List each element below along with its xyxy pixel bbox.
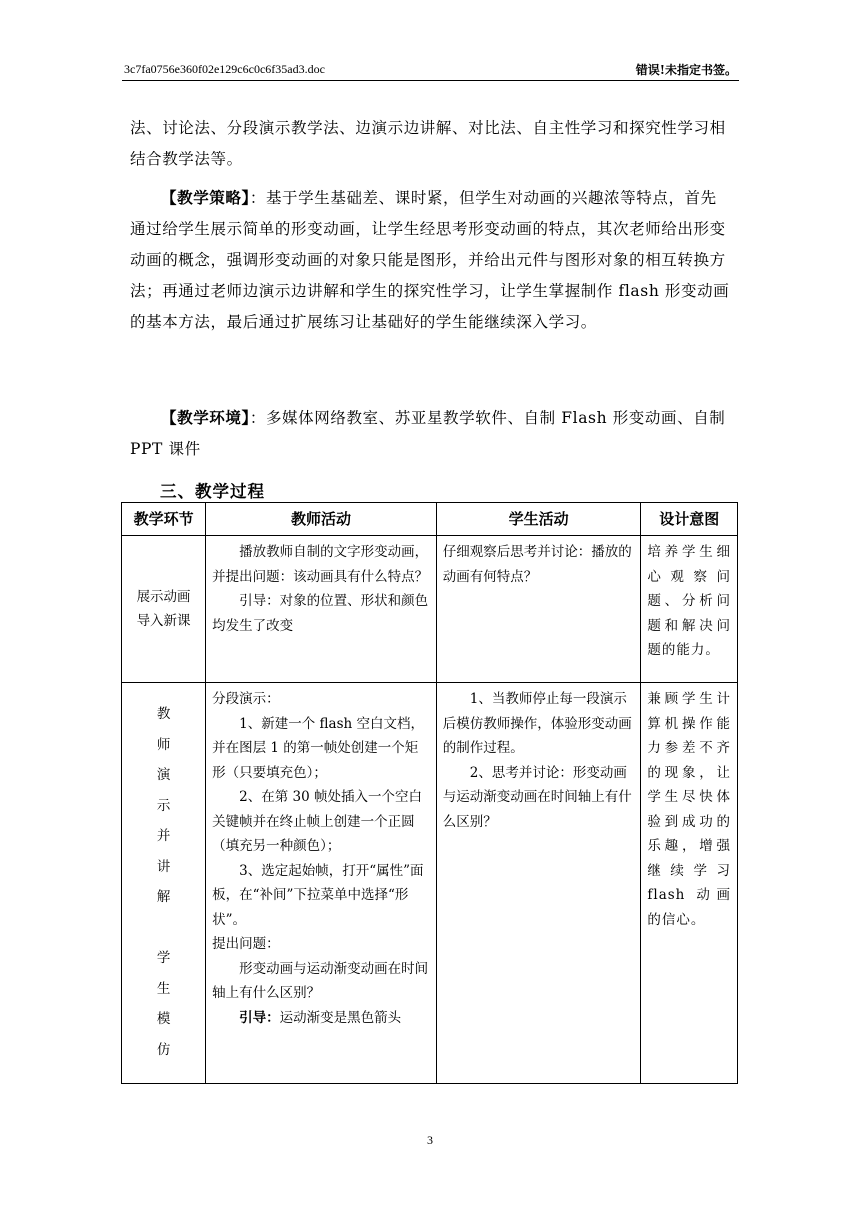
guide-text: 运动渐变是黑色箭头 — [279, 1009, 402, 1026]
table-row — [122, 683, 738, 1084]
student-text: 1、当教师停止每一段演示后模仿教师操作，体验形变动画的制作过程。 — [442, 691, 632, 756]
stage-char: 演 — [156, 767, 171, 783]
stage-char: 模 — [156, 1011, 171, 1027]
stage-cell-vertical — [122, 683, 206, 1084]
student-text: 2、思考并讨论：形变动画与运动渐变动画在时间轴上有什么区别？ — [442, 764, 632, 830]
bookmark-error-text: 错误!未指定书签。 — [635, 63, 737, 77]
teacher-text: 播放教师自制的文字形变动画，并提出问题：该动画具有什么特点？ — [212, 544, 429, 585]
table-header-row — [122, 503, 738, 536]
teacher-question-label: 提出问题： — [212, 936, 280, 952]
teacher-step: 3、选定起始帧，打开“属性”面板，在“补间”下拉菜单中选择“形状”。 — [212, 862, 424, 928]
student-cell — [436, 683, 641, 1084]
teacher-cell — [206, 683, 437, 1084]
stage-char: 解 — [156, 889, 171, 905]
strategy-text: ：基于学生基础差、课时紧，但学生对动画的兴趣浓等特点，首先通过给学生展示简单的形变动画，让学生经思考形变动画的特点，其次老师给出形变动画的概念，强调形变动画的对象只能是图形，并给出元件与图形对象的相互转换方法；再通过老师边演示边讲解和学生的探究性学习，让学生掌握制作 flash 形变动画的基本方法，最后通过扩展练习让基础好的学生能继续深入学习。 — [130, 189, 730, 331]
stage-char: 教 — [156, 706, 171, 722]
environment-paragraph — [130, 402, 730, 465]
methods-paragraph: 法、讨论法、分段演示教学法、边演示边讲解、对比法、自主性学习和探究性学习相结合教学法等。 — [130, 119, 726, 168]
stage-gap — [128, 913, 199, 944]
stage-char: 生 — [156, 980, 171, 997]
header-student: 学生活动 — [436, 503, 641, 536]
design-cell — [641, 536, 738, 683]
teacher-question: 形变动画与运动渐变动画在时间轴上有什么区别？ — [212, 960, 429, 1001]
guide-label: 引导： — [239, 1009, 280, 1026]
stage-char: 师 — [156, 736, 171, 753]
student-text: 仔细观察后思考并讨论：播放的动画有何特点？ — [442, 544, 632, 585]
header-teacher: 教师活动 — [206, 503, 437, 536]
header-stage: 教学环节 — [122, 503, 206, 536]
environment-label: 【教学环境】 — [161, 408, 250, 427]
stage-cell — [122, 536, 206, 683]
stage-char: 并 — [156, 828, 171, 844]
stage-char: 示 — [156, 797, 171, 814]
stage-char: 仿 — [156, 1041, 171, 1058]
teacher-guide — [212, 1006, 430, 1031]
teacher-step: 1、新建一个 flash 空白文档，并在图层 1 的第一帧处创建一个矩形（只要填充色）； — [212, 715, 424, 781]
page-header — [122, 58, 739, 81]
teacher-guide: 引导：对象的位置、形状和颜色均发生了改变 — [212, 593, 429, 634]
teacher-cell — [206, 536, 437, 683]
page-number: 3 — [427, 1133, 433, 1147]
stage-line: 导入新课 — [136, 613, 191, 629]
design-text: 培养学生细心观察问题、分析问题和解决问题的能力。 — [647, 544, 731, 658]
teacher-step: 2、在第 30 帧处插入一个空白关键帧并在终止帧上创建一个正圆（填充另一种颜色）； — [212, 789, 422, 854]
environment-text: ：多媒体网络教室、苏亚星教学软件、自制 Flash 形变动画、自制 PPT 课件 — [130, 409, 726, 458]
stage-line: 展示动画 — [136, 588, 191, 605]
header-design: 设计意图 — [641, 503, 738, 536]
stage-char: 讲 — [156, 858, 171, 875]
document-filename: 3c7fa0756e360f02e129c6c0c6f35ad3.doc — [124, 62, 325, 76]
teaching-process-table — [121, 502, 738, 1084]
student-cell — [436, 536, 641, 683]
strategy-label: 【教学策略】 — [161, 188, 250, 207]
section-title: 三、教学过程 — [160, 482, 265, 501]
design-cell — [641, 683, 738, 1084]
stage-char: 学 — [156, 950, 171, 966]
design-text: 兼顾学生计算机操作能力参差不齐的现象，让学生尽快体验到成功的乐趣，增强继续学习 flash 动画的信心。 — [647, 691, 731, 928]
strategy-paragraph — [130, 182, 730, 338]
teacher-intro: 分段演示： — [212, 691, 280, 707]
table-row — [122, 536, 738, 683]
